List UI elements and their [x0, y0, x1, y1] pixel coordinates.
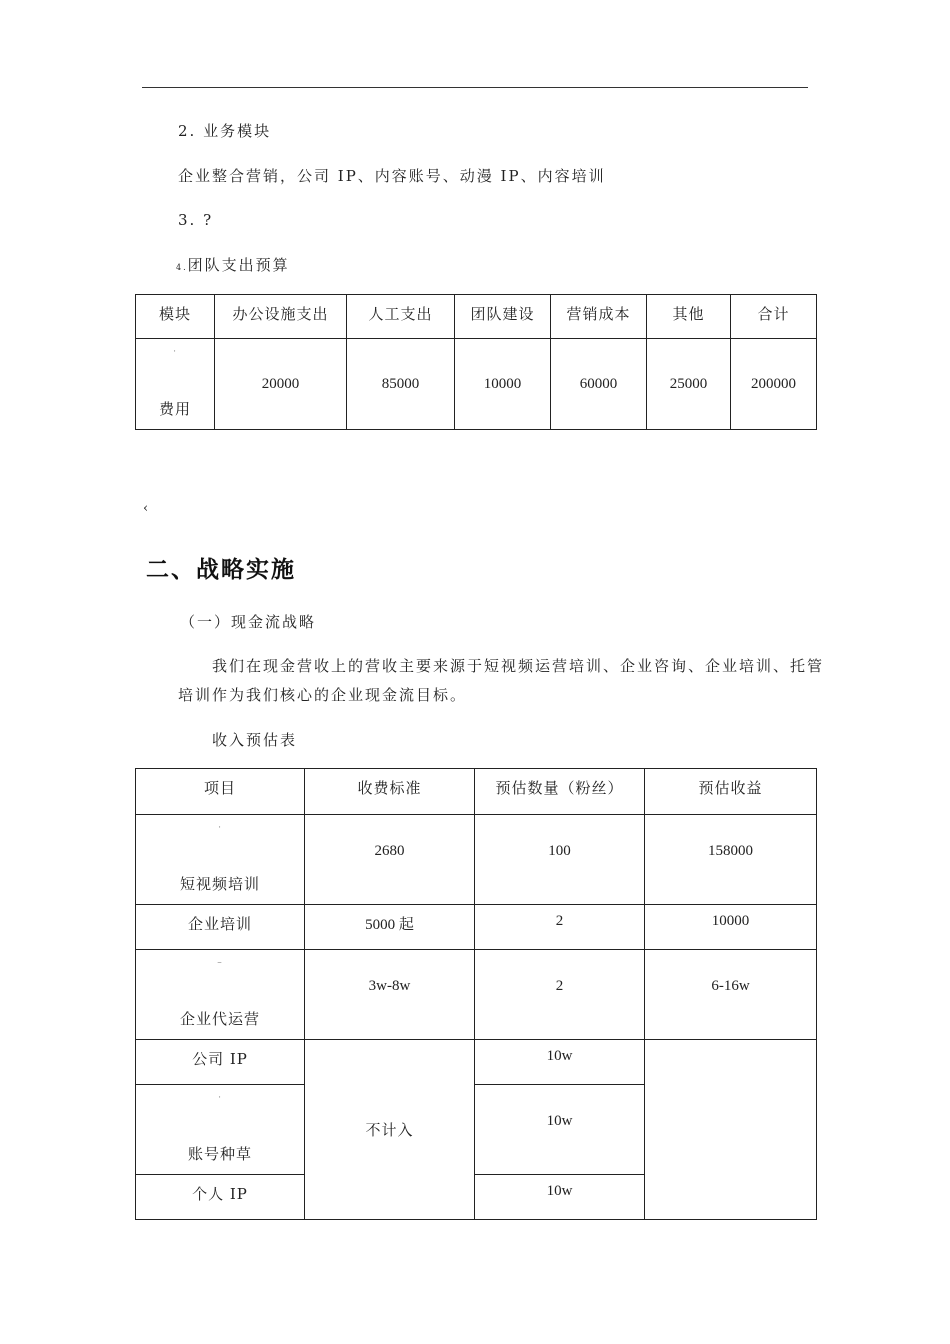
revenue-income-cell: 158000: [645, 815, 817, 905]
budget-header-cell: 模块: [136, 295, 215, 339]
budget-header-row: [136, 295, 817, 339]
revenue-merged-income-cell: [645, 1040, 817, 1220]
revenue-row: [136, 815, 817, 905]
item-4-label: 团队支出预算: [187, 256, 290, 274]
revenue-merged-fee-cell: 不计入: [305, 1040, 475, 1220]
budget-value-cell: 85000: [347, 339, 455, 430]
item-3-heading: 3. ?: [178, 211, 214, 229]
item-2-body: 企业整合营销，公司 IP、内容账号、动漫 IP、内容培训: [178, 167, 606, 185]
row-mark: ·: [218, 1093, 222, 1103]
budget-header-cell: 其他: [647, 295, 731, 339]
row-mark: ·: [173, 347, 177, 357]
budget-value-cell: 20000: [215, 339, 347, 430]
revenue-name-cell: [136, 1085, 305, 1175]
row-mark: –: [217, 958, 223, 968]
stray-mark: ‹: [143, 501, 151, 516]
revenue-fee-cell: 2680: [305, 815, 475, 905]
revenue-header-cell: 预估数量（粉丝）: [475, 769, 645, 815]
revenue-name-cell: [136, 950, 305, 1040]
revenue-name-cell: 企业培训: [136, 905, 305, 950]
revenue-qty-cell: 10w: [475, 1040, 645, 1085]
revenue-row: [136, 905, 817, 950]
revenue-income-cell: 6-16w: [645, 950, 817, 1040]
revenue-row: [136, 950, 817, 1040]
budget-header-cell: 办公设施支出: [215, 295, 347, 339]
revenue-qty-cell: 10w: [475, 1085, 645, 1175]
budget-header-cell: 合计: [731, 295, 817, 339]
table-caption: 收入预估表: [212, 731, 298, 749]
paragraph-line-2: 培训作为我们核心的企业现金流目标。: [178, 686, 468, 704]
revenue-header-cell: 收费标准: [305, 769, 475, 815]
item-4-heading: [176, 254, 290, 275]
subsection-heading: （一）现金流战略: [180, 613, 317, 631]
paragraph-line-1: 我们在现金营收上的营收主要来源于短视频运营培训、企业咨询、企业培训、托管: [212, 657, 825, 675]
revenue-name: 短视频培训: [179, 875, 260, 893]
budget-value-cell: 25000: [647, 339, 731, 430]
budget-row-label: 费用: [158, 400, 191, 418]
budget-header-cell: 营销成本: [551, 295, 647, 339]
revenue-qty-cell: 10w: [475, 1175, 645, 1220]
section-heading: 二、战略实施: [146, 557, 296, 583]
revenue-header-cell: 项目: [136, 769, 305, 815]
revenue-table: [135, 768, 817, 1220]
revenue-header-row: [136, 769, 817, 815]
header-rule: [142, 87, 808, 88]
revenue-qty-cell: 100: [475, 815, 645, 905]
revenue-qty-cell: 2: [475, 905, 645, 950]
row-mark: ·: [218, 823, 222, 833]
item-2-heading: 2. 业务模块: [178, 122, 272, 140]
revenue-qty-cell: 2: [475, 950, 645, 1040]
budget-row-label-cell: [136, 339, 215, 430]
revenue-income-cell: 10000: [645, 905, 817, 950]
revenue-name-cell: 个人 IP: [136, 1175, 305, 1220]
revenue-fee-cell: 5000 起: [305, 905, 475, 950]
revenue-name: 账号种草: [187, 1145, 252, 1163]
revenue-header-cell: 预估收益: [645, 769, 817, 815]
budget-table: [135, 294, 817, 430]
budget-cost-row: [136, 339, 817, 430]
budget-value-cell: 60000: [551, 339, 647, 430]
item-4-number: 4.: [176, 263, 188, 272]
revenue-fee-cell: 3w-8w: [305, 950, 475, 1040]
revenue-name-cell: [136, 815, 305, 905]
revenue-name-cell: 公司 IP: [136, 1040, 305, 1085]
budget-value-cell: 10000: [455, 339, 551, 430]
revenue-name: 企业代运营: [179, 1010, 260, 1028]
budget-header-cell: 团队建设: [455, 295, 551, 339]
budget-header-cell: 人工支出: [347, 295, 455, 339]
revenue-row: [136, 1040, 817, 1085]
budget-value-cell: 200000: [731, 339, 817, 430]
